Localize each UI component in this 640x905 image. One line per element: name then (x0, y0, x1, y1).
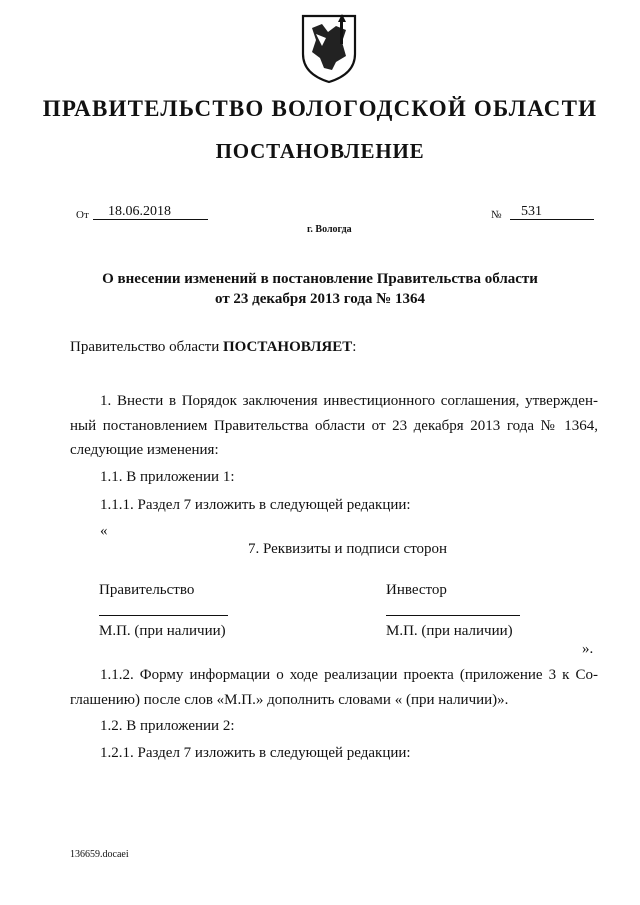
stamp-government: М.П. (при наличии) (99, 623, 226, 639)
stamp-investor: М.П. (при наличии) (386, 623, 513, 639)
p1-text-1: 1. Внести в Порядок заключения инвестиционного соглашения, утвержден- (100, 393, 598, 409)
file-code: 136659.docaei (70, 849, 129, 860)
section-heading: 7. Реквизиты и подписи сторон (248, 541, 448, 557)
title-line-2: от 23 декабря 2013 года № 1364 (215, 291, 425, 307)
date-prefix: От (76, 209, 89, 221)
paragraph-1-2-1: 1.2.1. Раздел 7 изложить в следующей редакции: (100, 745, 411, 761)
decree-lead: Правительство области (70, 339, 220, 355)
title-line-1: О внесении изменений в постановление Правительства области (102, 271, 538, 287)
document-date: 18.06.2018 (108, 204, 171, 219)
paragraph-1-1-1: 1.1.1. Раздел 7 изложить в следующей редакции: (100, 497, 411, 513)
paragraph-1-line-2: ный постановлением Правительства области от 23 декабря 2013 года № 1364, (70, 418, 598, 434)
quote-close: ». (582, 641, 594, 657)
paragraph-1-line-3: следующие изменения: (70, 442, 219, 458)
paragraph-1-2: 1.2. В приложении 2: (100, 718, 235, 734)
document-number: 531 (521, 204, 542, 219)
p112-text-1: 1.1.2. Форму информации о ходе реализации проекта (приложение 3 к Со- (100, 667, 598, 683)
document-title (0, 269, 640, 309)
date-underline (93, 219, 208, 220)
number-underline (510, 219, 594, 220)
number-prefix: № (491, 209, 502, 221)
paragraph-1-1-2-line-2: глашению) после слов «М.П.» дополнить словами « (при наличии)». (70, 692, 509, 708)
document-type: ПОСТАНОВЛЕНИЕ (215, 139, 425, 163)
organization-name: ПРАВИТЕЛЬСТВО ВОЛОГОДСКОЙ ОБЛАСТИ (42, 96, 598, 121)
city: г. Вологда (307, 224, 352, 235)
decree-statement (70, 339, 356, 356)
quote-open: « (100, 523, 108, 539)
decree-verb: ПОСТАНОВЛЯЕТ (222, 339, 353, 355)
party-government: Правительство (99, 582, 195, 598)
paragraph-1-1: 1.1. В приложении 1: (100, 469, 235, 485)
party-investor: Инвестор (386, 582, 447, 598)
signature-line-investor (386, 615, 520, 616)
paragraph-1-1-2-line-1 (70, 667, 598, 684)
coat-of-arms-icon (298, 12, 360, 84)
signature-line-government (99, 615, 228, 616)
paragraph-1-line-1 (70, 393, 598, 410)
decree-colon: : (352, 339, 357, 355)
